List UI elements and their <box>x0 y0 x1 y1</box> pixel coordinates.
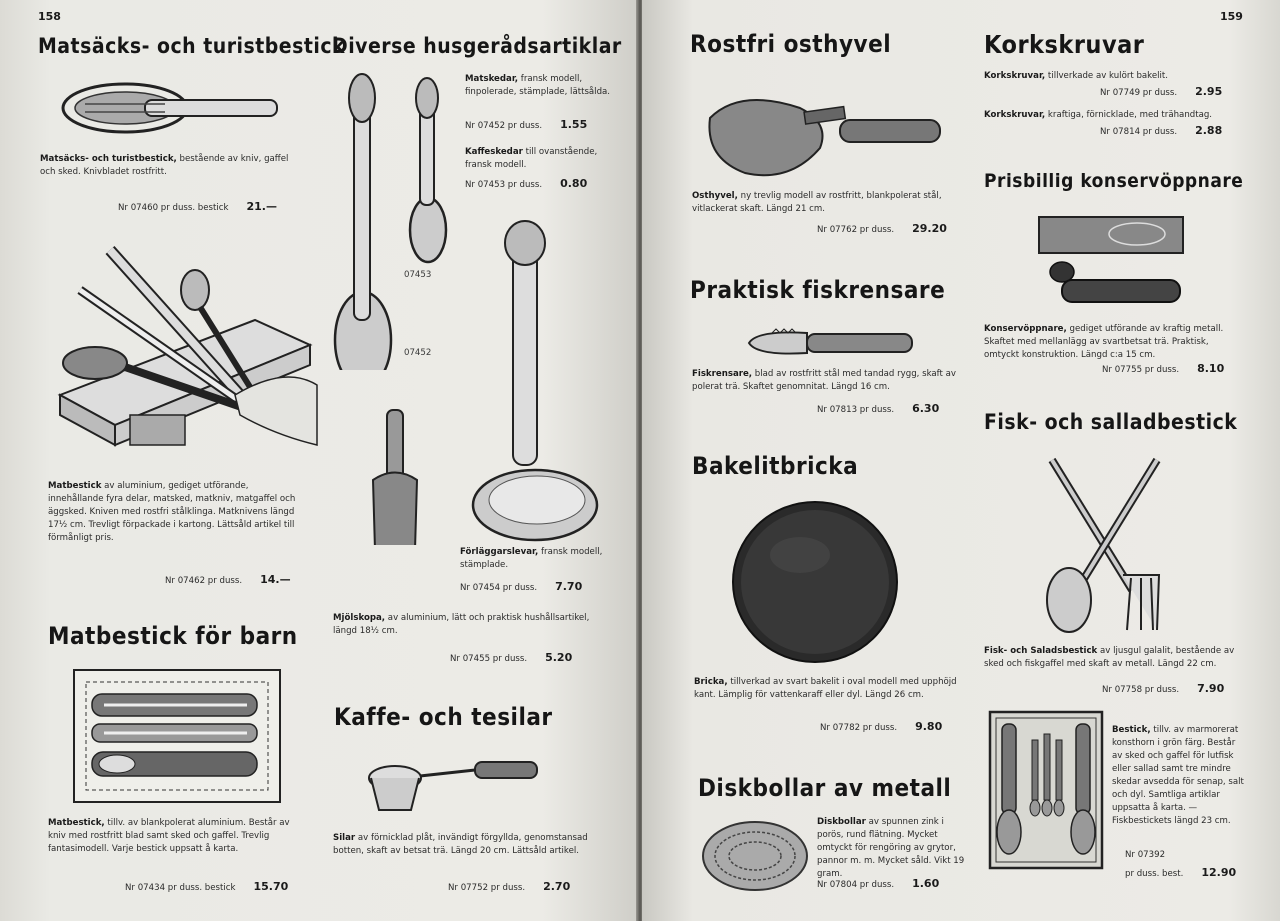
heading-diskbollar: Diskbollar av metall <box>698 774 952 802</box>
salad-servers-illustration <box>1037 450 1172 635</box>
tesilar-desc: Silar av förnicklad plåt, invändigt förgyllda, genomstansad botten, skaft av betsat trä. Längd 20 cm. Lättsåld artikel. <box>333 833 588 856</box>
travel-cutlery-illustration <box>55 78 285 138</box>
matskedar-price-row: Nr 07452 pr duss. 1.55 <box>465 118 588 131</box>
bricka-price-row: Nr 07782 pr duss. 9.80 <box>820 720 943 733</box>
bricka-desc: Bricka, tillverkad av svart bakelit i oval modell med upphöjd kant. Lämplig för vattenkaraff eller dyl. Längd 26 cm. <box>694 677 957 700</box>
children-cutlery-illustration <box>72 668 282 804</box>
heading-matsacks: Matsäcks- och turistbestick <box>38 34 346 58</box>
right-page <box>642 0 1280 921</box>
matbestick-price-row: Nr 07462 pr duss. 14.— <box>165 573 291 586</box>
matbestick-desc: Matbestick av aluminium, gediget utförande, innehållande fyra delar, matsked, matkniv, matgaffel och äggsked. Kniven med rostfri stålklinga. Matknivens längd 17½ cm. Trevligt förpackade i kartong. Lättsåld artikel till förmånligt pris. <box>48 481 296 543</box>
bestick-nr: Nr 07392 <box>1125 850 1166 860</box>
kaffeskedar-price-row: Nr 07453 pr duss. 0.80 <box>465 177 588 190</box>
label-07453: 07453 <box>404 270 432 280</box>
osthyvel-price-row: Nr 07762 pr duss. 29.20 <box>817 222 947 235</box>
fiskrensare-desc: Fiskrensare, blad av rostfritt stål med tandad rygg, skaft av polerat trä. Skaftet genomnitat. Längd 16 cm. <box>692 369 957 392</box>
korkskruv-b-desc: Korkskruvar, kraftiga, förnicklade, med trähandtag. <box>984 110 1213 120</box>
bestick-desc: Bestick, tillv. av marmorerat konsthorn i grön färg. Består av sked och gaffel för lutfisk eller sallad samt tre mindre skedar avsedda för senap, salt och dyl. Samtliga artiklar uppsatta å karta. — Fiskbestickets längd 23 cm. <box>1112 725 1244 826</box>
heading-barn: Matbestick för barn <box>48 622 298 650</box>
matsacks-desc: Matsäcks- och turistbestick, bestående av kniv, gaffel och sked. Knivbladet rostfritt. <box>40 154 289 177</box>
strainer-illustration <box>365 748 545 820</box>
barn-price-row: Nr 07434 pr duss. bestick 15.70 <box>125 880 289 893</box>
korkskruv-b-price-row: Nr 07814 pr duss. 2.88 <box>1100 124 1223 137</box>
cheese-slicer-illustration <box>700 88 950 183</box>
salladbestick-price-row: Nr 07758 pr duss. 7.90 <box>1102 682 1225 695</box>
bakelite-tray-illustration <box>730 500 900 665</box>
can-opener-illustration <box>1037 212 1187 312</box>
heading-diverse: Diverse husgerådsartiklar <box>332 34 622 58</box>
diskbollar-desc: Diskbollar av spunnen zink i porös, rund flätning. Mycket omtyckt för rengöring av grytor, pannor m. m. Mycket såld. Vikt 19 gram. <box>817 817 965 879</box>
page-number: 159 <box>1220 10 1243 23</box>
diskbollar-price-row: Nr 07804 pr duss. 1.60 <box>817 877 940 890</box>
heading-osthyvel: Rostfri osthyvel <box>690 30 892 58</box>
heading-fiskrensare: Praktisk fiskrensare <box>690 276 946 304</box>
barn-desc: Matbestick, tillv. av blankpolerat aluminium. Består av kniv med rostfritt blad samt sked och gaffel. Trevlig fantasimodell. Varje bestick uppsatt å karta. <box>48 818 290 854</box>
page-number: 158 <box>38 10 61 23</box>
konserv-price-row: Nr 07755 pr duss. 8.10 <box>1102 362 1225 375</box>
heading-korkskruvar: Korkskruvar <box>984 30 1145 59</box>
korkskruv-a-desc: Korkskruvar, tillverkade av kulört bakelit. <box>984 71 1169 81</box>
label-07452: 07452 <box>404 348 432 358</box>
tesilar-price-row: Nr 07752 pr duss. 2.70 <box>448 880 571 893</box>
boxed-cutlery-set-illustration <box>988 710 1104 870</box>
ladle-and-scoop-illustration <box>365 215 605 545</box>
konserv-desc: Konservöppnare, gediget utförande av kraftig metall. Skaftet med mellanlägg av svartbetsat trä. Praktisk, omtyckt konstruktion. Längd c:a 15 cm. <box>984 324 1224 360</box>
osthyvel-desc: Osthyvel, ny trevlig modell av rostfritt, blankpolerat stål, vitlackerat skaft. Längd 21 cm. <box>692 191 942 214</box>
salladbestick-desc: Fisk- och Saladsbestick av ljusgul galalit, bestående av sked och fiskgaffel med skaft av metall. Längd 22 cm. <box>984 646 1235 669</box>
forlaggarslevar-desc: Förläggarslevar, fransk modell, stämplade. <box>460 547 603 570</box>
matskedar-desc: Matskedar, fransk modell, finpolerade, stämplade, lättsålda. <box>465 74 611 97</box>
matsacks-price-row: Nr 07460 pr duss. bestick 21.— <box>118 200 277 213</box>
scouring-ball-illustration <box>700 818 810 893</box>
heading-salladbestick: Fisk- och salladbestick <box>984 410 1238 434</box>
left-page <box>0 0 638 921</box>
forlaggarslevar-price-row: Nr 07454 pr duss. 7.70 <box>460 580 583 593</box>
fiskrensare-price-row: Nr 07813 pr duss. 6.30 <box>817 402 940 415</box>
kaffeskedar-desc: Kaffeskedar till ovanstående, fransk modell. <box>465 147 598 170</box>
bestick-price-row: pr duss. best. 12.90 <box>1125 866 1237 879</box>
aluminium-cutlery-illustration <box>55 245 325 455</box>
fish-scaler-illustration <box>747 328 917 358</box>
mjolskopa-price-row: Nr 07455 pr duss. 5.20 <box>450 651 573 664</box>
mjolskopa-desc: Mjölskopa, av aluminium, lätt och praktisk hushållsartikel, längd 18½ cm. <box>333 613 590 636</box>
heading-konserv: Prisbillig konservöppnare <box>984 170 1244 192</box>
korkskruv-a-price-row: Nr 07749 pr duss. 2.95 <box>1100 85 1223 98</box>
heading-tesilar: Kaffe- och tesilar <box>334 703 553 731</box>
heading-bricka: Bakelitbricka <box>692 452 859 480</box>
